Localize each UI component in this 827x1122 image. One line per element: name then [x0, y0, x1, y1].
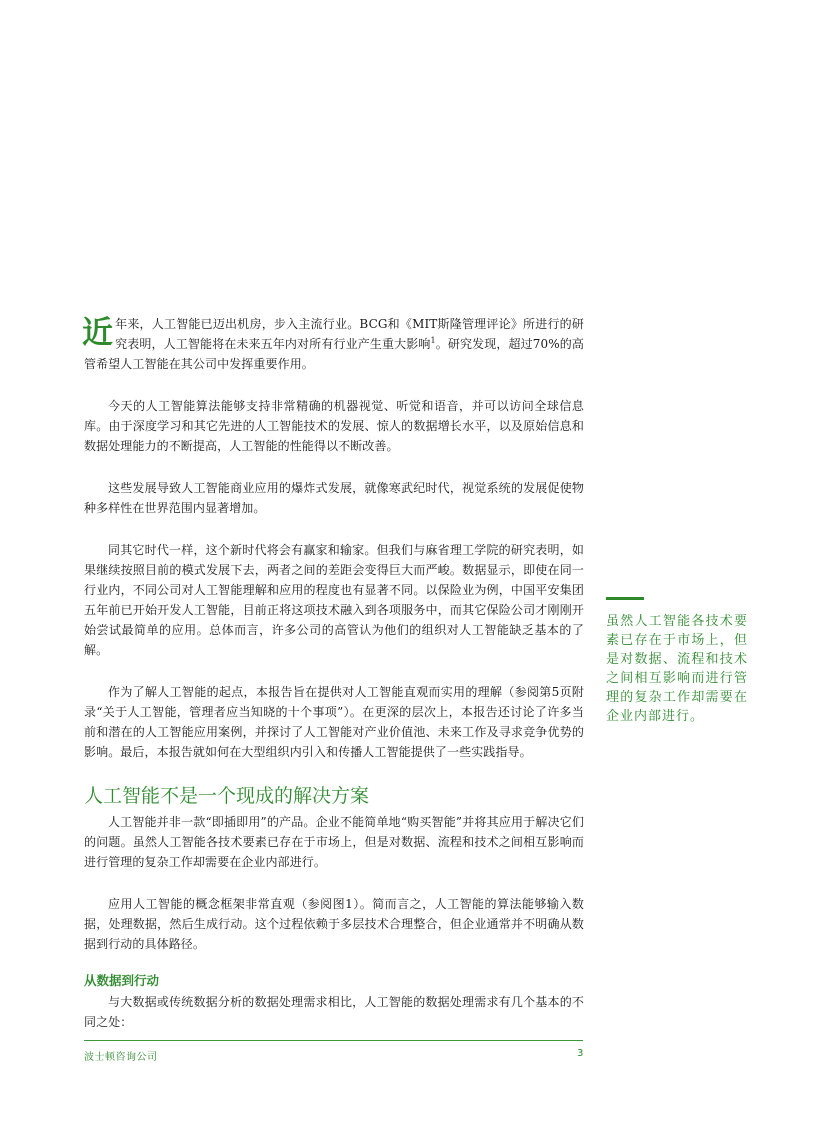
body-paragraph-2: 这些发展导致人工智能商业应用的爆炸式发展，就像寒武纪时代，视觉系统的发展促使物种多样性在世界范围内显著增加。 [84, 481, 584, 515]
footer-divider [84, 1040, 583, 1041]
drop-cap: 近 [82, 315, 114, 351]
body-paragraph-4: 作为了解人工智能的起点，本报告旨在提供对人工智能直观而实用的理解（参阅第5页附录“关于人工智能，管理者应当知晓的十个事项”）。在更深的层次上，本报告还讨论了许多当前和潜在的人工智能应用案例，并探讨了人工智能对产业价值池、未来工作及寻求竞争优势的影响。最后，本报告就如何在大型组织内引入和传播人工智能提供了一些实践指导。 [84, 685, 584, 759]
body-paragraph-1: 今天的人工智能算法能够支持非常精确的机器视觉、听觉和语音，并可以访问全球信息库。由于深度学习和其它先进的人工智能技术的发展、惊人的数据增长水平，以及原始信息和数据处理能力的不断提高，人工智能的性能得以不断改善。 [84, 399, 584, 453]
footer-company: 波士顿咨询公司 [84, 1052, 158, 1063]
pull-quote-text: 虽然人工智能各技术要素已存在于市场上，但是对数据、流程和技术之间相互影响而进行管理的复杂工作却需要在企业内部进行。 [606, 614, 748, 724]
main-column [84, 314, 584, 1054]
body-paragraph-3: 同其它时代一样，这个新时代将会有赢家和输家。但我们与麻省理工学院的研究表明，如果继续按照目前的模式发展下去，两者之间的差距会变得巨大而严峻。数据显示，即使在同一行业内，不同公司对人工智能理解和应用的程度也有显著不同。以保险业为例，中国平安集团五年前已开始开发人工智能，目前正将这项技术融入到各项服务中，而其它保险公司才刚刚开始尝试最简单的应用。总体而言，许多公司的高管认为他们的组织对人工智能缺乏基本的了解。 [84, 543, 584, 657]
subsection-heading: 从数据到行动 [84, 973, 160, 988]
pull-quote-rule [606, 597, 644, 600]
page-number: 3 [577, 1048, 584, 1059]
section-paragraph-1: 人工智能并非一款“即插即用”的产品。企业不能简单地“购买智能”并将其应用于解决它们的问题。虽然人工智能各技术要素已存在于市场上，但是对数据、流程和技术之间相互影响而进行管理的复杂工作却需要在企业内部进行。 [84, 815, 584, 869]
pull-quote [606, 597, 748, 726]
intro-paragraph [84, 314, 584, 374]
footnote-ref[interactable]: 1 [430, 336, 436, 345]
subsection-paragraph: 与大数据或传统数据分析的数据处理需求相比，人工智能的数据处理需求有几个基本的不同之处： [84, 995, 584, 1029]
section-paragraph-2: 应用人工智能的概念框架非常直观（参阅图1）。简而言之，人工智能的算法能够输入数据，处理数据，然后生成行动。这个过程依赖于多层技术合理整合，但企业通常并不明确从数据到行动的具体路径。 [84, 897, 584, 951]
intro-text-b: 。研究发现，超过70%的高管希望人工智能在其公司中发挥重要作用。 [84, 337, 584, 371]
intro-text-a: 年来，人工智能已迈出机房，步入主流行业。BCG和《MIT斯隆管理评论》所进行的研究表明，人工智能将在未来五年内对所有行业产生重大影响 [115, 317, 584, 351]
section-heading: 人工智能不是一个现成的解决方案 [84, 785, 370, 807]
